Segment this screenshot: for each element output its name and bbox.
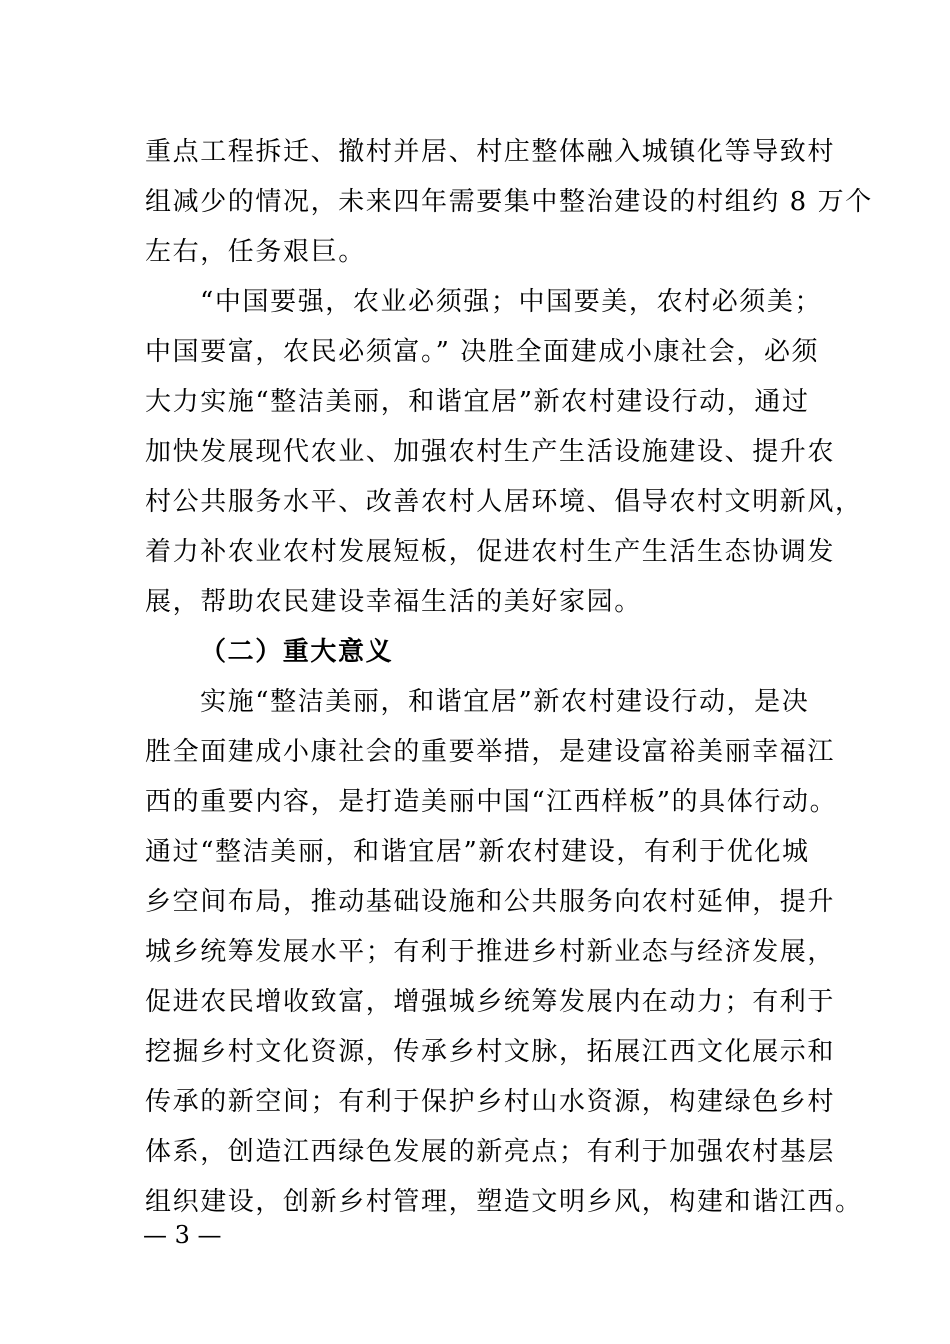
body-text-line: 胜全面建成小康社会的重要举措，是建设富裕美丽幸福江 bbox=[145, 737, 836, 767]
body-text-line: 中国要富，农民必须富。” 决胜全面建成小康社会，必须 bbox=[145, 337, 820, 367]
body-text-line: 组减少的情况，未来四年需要集中整治建设的村组约 8 万个 bbox=[145, 187, 873, 217]
body-text-line: 重点工程拆迁、撤村并居、村庄整体融入城镇化等导致村 bbox=[145, 137, 836, 167]
body-text-line: 组织建设，创新乡村管理，塑造文明乡风，构建和谐江西。 bbox=[145, 1187, 863, 1217]
body-text-line: 西的重要内容，是打造美丽中国“江西样板”的具体行动。 bbox=[145, 787, 838, 817]
body-text-line: 大力实施“整洁美丽，和谐宜居”新农村建设行动，通过 bbox=[145, 387, 810, 417]
body-text-line: 乡空间布局，推动基础设施和公共服务向农村延伸，提升 bbox=[145, 887, 836, 917]
body-text-line: 左右，任务艰巨。 bbox=[145, 237, 366, 267]
body-text-line: 村公共服务水平、改善农村人居环境、倡导农村文明新风， bbox=[145, 487, 863, 517]
body-text-line: 着力补农业农村发展短板，促进农村生产生活生态协调发 bbox=[145, 537, 836, 567]
body-text-line: 展，帮助农民建设幸福生活的美好家园。 bbox=[145, 587, 642, 617]
body-text-line: 通过“整洁美丽，和谐宜居”新农村建设，有利于优化城 bbox=[145, 837, 810, 867]
paragraph-first-line: “中国要强，农业必须强；中国要美，农村必须美； bbox=[200, 287, 823, 317]
body-text-line: 体系，创造江西绿色发展的新亮点；有利于加强农村基层 bbox=[145, 1137, 836, 1167]
paragraph-first-line: 实施“整洁美丽，和谐宜居”新农村建设行动，是决 bbox=[200, 687, 810, 717]
section-heading: （二）重大意义 bbox=[200, 637, 394, 667]
body-text-line: 城乡统筹发展水平；有利于推进乡村新业态与经济发展， bbox=[145, 937, 836, 967]
body-text-line: 传承的新空间；有利于保护乡村山水资源，构建绿色乡村 bbox=[145, 1087, 836, 1117]
body-text-line: 挖掘乡村文化资源，传承乡村文脉，拓展江西文化展示和 bbox=[145, 1037, 836, 1067]
body-text-line: 促进农民增收致富，增强城乡统筹发展内在动力；有利于 bbox=[145, 987, 836, 1017]
body-text-line: 加快发展现代农业、加强农村生产生活设施建设、提升农 bbox=[145, 437, 836, 467]
page-number: — 3 — bbox=[143, 1221, 222, 1249]
